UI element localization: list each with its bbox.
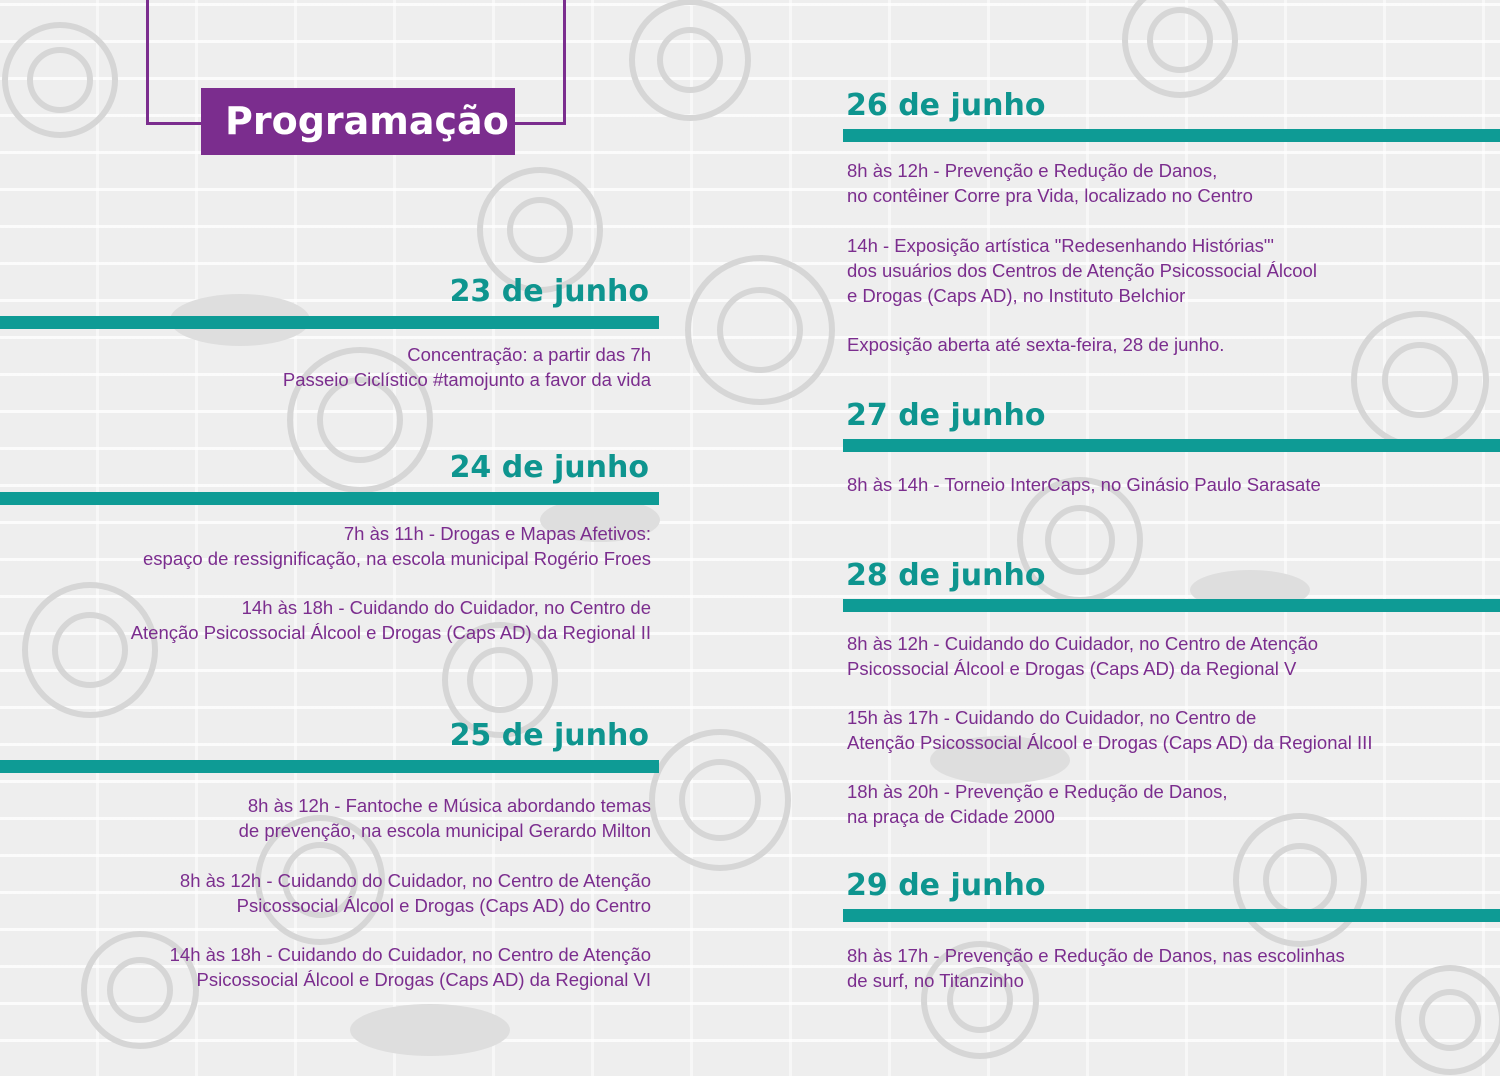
- event-line: Atenção Psicossocial Álcool e Drogas (Caps AD) da Regional III: [847, 732, 1373, 753]
- event-line: de surf, no Titanzinho: [847, 970, 1024, 991]
- event-24-2: [131, 595, 651, 645]
- event-28-2: [847, 705, 1372, 755]
- event-28-1: [847, 631, 1318, 681]
- event-24-1: [143, 521, 651, 571]
- event-25-1: [239, 793, 651, 843]
- day-heading-29: 29 de junho: [846, 868, 1046, 903]
- event-line: 8h às 12h - Fantoche e Música abordando temas: [247, 795, 651, 816]
- event-line: na praça de Cidade 2000: [847, 806, 1055, 827]
- day-heading-24: 24 de junho: [449, 450, 649, 485]
- event-line: 15h às 17h - Cuidando do Cuidador, no Centro de: [847, 707, 1257, 728]
- event-line: 7h às 11h - Drogas e Mapas Afetivos:: [343, 523, 651, 544]
- event-line: no contêiner Corre pra Vida, localizado no Centro: [847, 185, 1253, 206]
- event-line: Passeio Ciclístico #tamojunto a favor da vida: [282, 369, 651, 390]
- day-divider-25: [0, 760, 659, 773]
- day-heading-27: 27 de junho: [846, 398, 1046, 433]
- event-line: 14h - Exposição artística "Redesenhando Histórias"': [847, 235, 1274, 256]
- event-line: Exposição aberta até sexta-feira, 28 de junho.: [847, 334, 1225, 355]
- event-line: dos usuários dos Centros de Atenção Psicossocial Álcool: [847, 260, 1317, 281]
- day-heading-28: 28 de junho: [846, 558, 1046, 593]
- event-26-1: [847, 158, 1253, 208]
- event-25-3: [170, 942, 651, 992]
- day-heading-26: 26 de junho: [846, 88, 1046, 123]
- event-line: Psicossocial Álcool e Drogas (Caps AD) do Centro: [236, 895, 651, 916]
- event-line: 8h às 14h - Torneio InterCaps, no Ginásio Paulo Sarasate: [847, 474, 1321, 495]
- day-divider-26: [843, 129, 1500, 142]
- day-divider-29: [843, 909, 1500, 922]
- event-27-1: [847, 472, 1321, 497]
- event-28-3: [847, 779, 1228, 829]
- day-divider-27: [843, 439, 1500, 452]
- event-line: 8h às 12h - Prevenção e Redução de Danos,: [847, 160, 1218, 181]
- day-divider-24: [0, 492, 659, 505]
- event-25-2: [180, 868, 651, 918]
- event-line: 14h às 18h - Cuidando do Cuidador, no Centro de: [241, 597, 651, 618]
- event-26-2: [847, 233, 1317, 308]
- event-line: 8h às 12h - Cuidando do Cuidador, no Centro de Atenção: [179, 870, 651, 891]
- event-line: 8h às 12h - Cuidando do Cuidador, no Centro de Atenção: [847, 633, 1319, 654]
- event-line: e Drogas (Caps AD), no Instituto Belchior: [847, 285, 1186, 306]
- event-line: 14h às 18h - Cuidando do Cuidador, no Centro de Atenção: [169, 944, 651, 965]
- event-line: Concentração: a partir das 7h: [407, 344, 651, 365]
- day-heading-25: 25 de junho: [449, 718, 649, 753]
- day-divider-23: [0, 316, 659, 329]
- event-line: 18h às 20h - Prevenção e Redução de Danos,: [847, 781, 1228, 802]
- event-23-1: [283, 342, 651, 392]
- event-29-1: [847, 943, 1345, 993]
- event-26-3: [847, 332, 1224, 357]
- event-line: de prevenção, na escola municipal Gerardo Milton: [238, 820, 651, 841]
- event-line: espaço de ressignificação, na escola municipal Rogério Froes: [143, 548, 651, 569]
- event-line: Atenção Psicossocial Álcool e Drogas (Caps AD) da Regional II: [130, 622, 651, 643]
- day-heading-23: 23 de junho: [449, 274, 649, 309]
- event-line: Psicossocial Álcool e Drogas (Caps AD) da Regional VI: [196, 969, 651, 990]
- event-line: 8h às 17h - Prevenção e Redução de Danos, nas escolinhas: [847, 945, 1345, 966]
- page-title: Programação: [201, 88, 515, 155]
- event-line: Psicossocial Álcool e Drogas (Caps AD) da Regional V: [847, 658, 1297, 679]
- day-divider-28: [843, 599, 1500, 612]
